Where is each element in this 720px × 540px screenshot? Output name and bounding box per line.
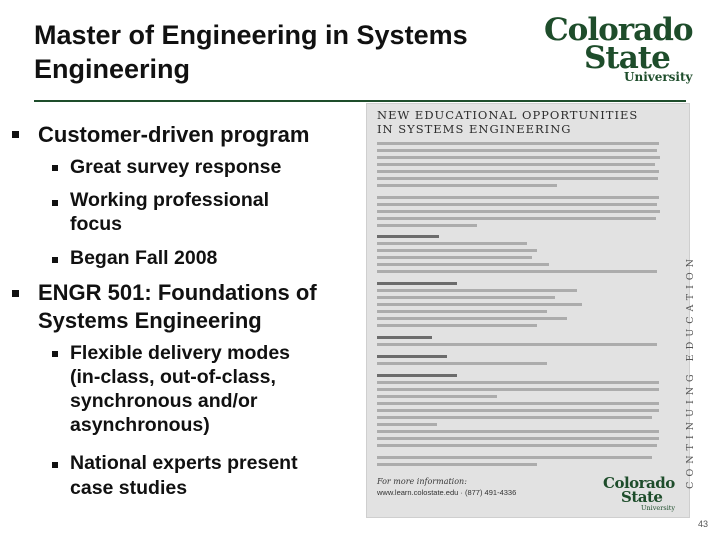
flyer-logo-word-state: State	[621, 488, 663, 506]
flyer-heading-line-1: NEW EDUCATIONAL OPPORTUNITIES	[377, 108, 639, 122]
sub-bullet-marker	[52, 257, 58, 263]
flyer-heading-line-2: IN SYSTEMS ENGINEERING	[377, 122, 572, 136]
flyer-logo-word-colorado: Colorado	[603, 474, 675, 492]
bullet-marker	[12, 131, 19, 138]
flyer-side-text: CONTINUING EDUCATION	[685, 254, 696, 489]
flyer-logo-word-university: University	[641, 504, 676, 512]
sub-bullet-marker	[52, 462, 58, 468]
sub-bullet-flexible-line-4: asynchronous)	[70, 414, 210, 436]
flyer-image	[366, 103, 696, 518]
sub-bullet-flexible-line-2: (in-class, out-of-class,	[70, 366, 276, 388]
flyer-info-label: For more information:	[377, 477, 467, 486]
sub-bullet-began: Began Fall 2008	[70, 247, 218, 269]
bullet-engr501-line-1: ENGR 501: Foundations of	[38, 280, 317, 305]
sub-bullet-experts-line-2: case studies	[70, 477, 188, 499]
bullet-engr501-line-2: Systems Engineering	[38, 308, 262, 333]
logo-word-university: University	[624, 70, 693, 84]
sub-bullet-survey: Great survey response	[70, 156, 282, 178]
logo-word-colorado: Colorado	[544, 12, 693, 48]
title-divider	[34, 100, 686, 102]
sub-bullet-working-line-1: Working professional	[70, 189, 269, 211]
sub-bullet-flexible-line-3: synchronous and/or	[70, 390, 258, 412]
sub-bullet-marker	[52, 351, 58, 357]
page-number: 43	[698, 519, 709, 529]
csu-logo	[538, 12, 693, 84]
sub-bullet-flexible-line-1: Flexible delivery modes	[70, 342, 291, 364]
sub-bullet-experts-line-1: National experts present	[70, 452, 298, 474]
sub-bullet-working-line-2: focus	[70, 213, 123, 235]
slide-title-line-2: Engineering	[34, 54, 191, 84]
slide-title	[34, 18, 504, 86]
slide-title-line-1: Master of Engineering in Systems	[34, 20, 468, 50]
bullet-customer-driven: Customer-driven program	[38, 122, 310, 147]
flyer-web-line: www.learn.colostate.edu · (877) 491-4336	[377, 488, 517, 497]
logo-word-state: State	[584, 40, 670, 76]
bullet-marker	[12, 290, 19, 297]
sub-bullet-marker	[52, 165, 58, 171]
sub-bullet-marker	[52, 200, 58, 206]
